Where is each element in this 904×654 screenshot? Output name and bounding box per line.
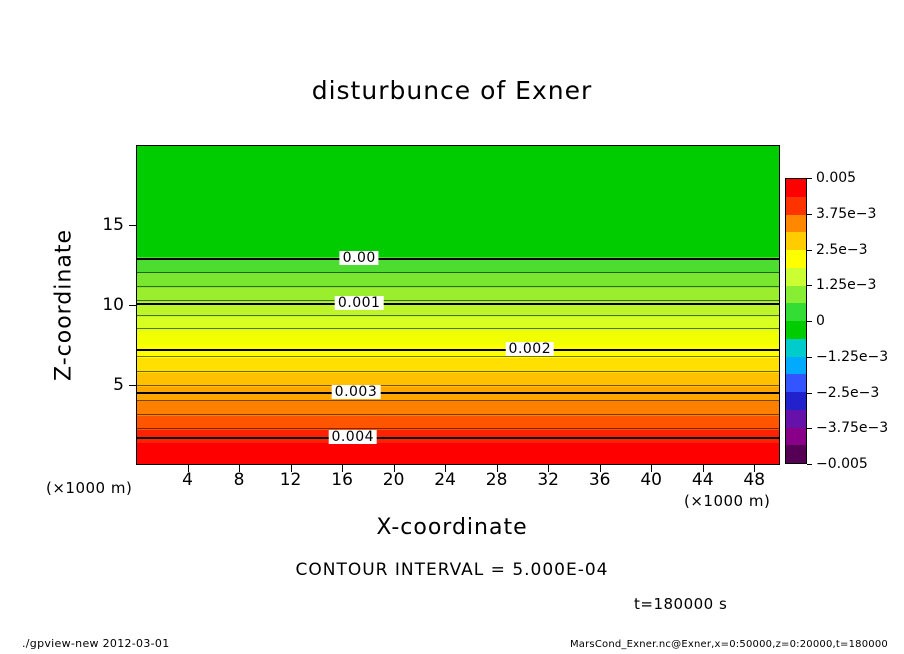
x-tick-label: 20 bbox=[382, 470, 405, 490]
colorbar-tick bbox=[807, 393, 812, 394]
colorbar-segment bbox=[786, 339, 806, 357]
y-tick bbox=[129, 305, 136, 306]
x-axis-label: X-coordinate bbox=[376, 515, 528, 540]
x-tick-label: 44 bbox=[691, 470, 714, 490]
chart-title: disturbunce of Exner bbox=[311, 76, 593, 105]
x-tick-label: 16 bbox=[331, 470, 353, 490]
colorbar-label: −0.005 bbox=[816, 456, 868, 472]
time-annotation: t=180000 s bbox=[634, 595, 728, 613]
shading-boundary bbox=[137, 272, 779, 273]
colorbar-label: 3.75e−3 bbox=[816, 205, 877, 222]
plot-area bbox=[136, 145, 780, 465]
contour-line bbox=[137, 392, 779, 394]
colorbar bbox=[785, 178, 807, 464]
y-tick-label: 5 bbox=[113, 375, 124, 395]
colorbar-tick bbox=[807, 357, 812, 358]
colorbar-segment bbox=[786, 250, 806, 268]
shading-boundary bbox=[137, 328, 779, 329]
contour-label: 0.004 bbox=[328, 430, 377, 444]
y-axis-unit: (×1000 m) bbox=[46, 479, 133, 497]
colorbar-segment bbox=[786, 286, 806, 304]
y-axis-label: Z-coordinate bbox=[51, 229, 77, 381]
x-tick-label: 4 bbox=[182, 470, 193, 490]
contour-line bbox=[137, 258, 779, 260]
colorbar-segment bbox=[786, 392, 806, 410]
shading-boundary bbox=[137, 356, 779, 357]
colorbar-segment bbox=[786, 215, 806, 233]
colorbar-label: 0 bbox=[816, 313, 825, 329]
contour-label: 0.003 bbox=[332, 385, 381, 399]
colorbar-tick bbox=[807, 464, 812, 465]
shading-boundary bbox=[137, 428, 779, 429]
contour-label: 0.00 bbox=[340, 251, 379, 265]
colorbar-label: 0.005 bbox=[816, 170, 857, 186]
colorbar-label: 1.25e−3 bbox=[816, 277, 877, 294]
colorbar-label: −1.25e−3 bbox=[816, 348, 889, 365]
colorbar-segment bbox=[786, 410, 806, 428]
y-tick bbox=[129, 385, 136, 386]
shading-boundary bbox=[137, 315, 779, 316]
colorbar-segment bbox=[786, 445, 806, 463]
colorbar-tick bbox=[807, 428, 812, 429]
contour-interval-text: CONTOUR INTERVAL = 5.000E-04 bbox=[295, 560, 609, 580]
x-tick-label: 12 bbox=[279, 470, 302, 490]
x-tick-label: 28 bbox=[485, 470, 508, 490]
color-band bbox=[137, 146, 779, 257]
colorbar-tick bbox=[807, 250, 812, 251]
footer-right-text: MarsCond_Exner.nc@Exner,x=0:50000,z=0:20000,t=180000 bbox=[569, 639, 888, 650]
x-tick-label: 36 bbox=[588, 470, 611, 490]
color-band bbox=[137, 429, 779, 443]
colorbar-label: 2.5e−3 bbox=[816, 241, 868, 258]
contour-label: 0.001 bbox=[335, 296, 384, 310]
shading-boundary bbox=[137, 371, 779, 372]
colorbar-segment bbox=[786, 357, 806, 375]
colorbar-label: −3.75e−3 bbox=[816, 420, 889, 437]
shading-boundary bbox=[137, 300, 779, 301]
color-band bbox=[137, 442, 779, 465]
footer-left-text: ./gpview-new 2012-03-01 bbox=[22, 637, 170, 650]
contour-line bbox=[137, 349, 779, 351]
y-tick bbox=[129, 225, 136, 226]
x-axis-unit: (×1000 m) bbox=[684, 492, 771, 510]
contour-line bbox=[137, 437, 779, 439]
x-tick-label: 32 bbox=[537, 470, 559, 490]
x-tick-label: 8 bbox=[233, 470, 245, 490]
colorbar-segment bbox=[786, 303, 806, 321]
shading-boundary bbox=[137, 414, 779, 415]
colorbar-segment bbox=[786, 268, 806, 286]
colorbar-segment bbox=[786, 374, 806, 392]
shading-boundary bbox=[137, 286, 779, 287]
colorbar-segment bbox=[786, 232, 806, 250]
contour-line bbox=[137, 303, 779, 305]
x-tick-label: 24 bbox=[434, 470, 456, 490]
colorbar-segment bbox=[786, 197, 806, 215]
colorbar-tick bbox=[807, 285, 812, 286]
y-tick-label: 10 bbox=[102, 295, 124, 315]
colorbar-segment bbox=[786, 179, 806, 197]
x-tick-label: 48 bbox=[743, 470, 766, 490]
y-tick-label: 15 bbox=[102, 215, 124, 235]
colorbar-tick bbox=[807, 178, 812, 179]
colorbar-label: −2.5e−3 bbox=[816, 384, 880, 401]
color-band bbox=[137, 330, 779, 345]
contour-label: 0.002 bbox=[506, 342, 555, 356]
colorbar-tick bbox=[807, 321, 812, 322]
colorbar-segment bbox=[786, 428, 806, 446]
shading-boundary bbox=[137, 400, 779, 401]
colorbar-segment bbox=[786, 321, 806, 339]
shading-boundary bbox=[137, 385, 779, 386]
x-tick-label: 40 bbox=[640, 470, 663, 490]
colorbar-tick bbox=[807, 214, 812, 215]
